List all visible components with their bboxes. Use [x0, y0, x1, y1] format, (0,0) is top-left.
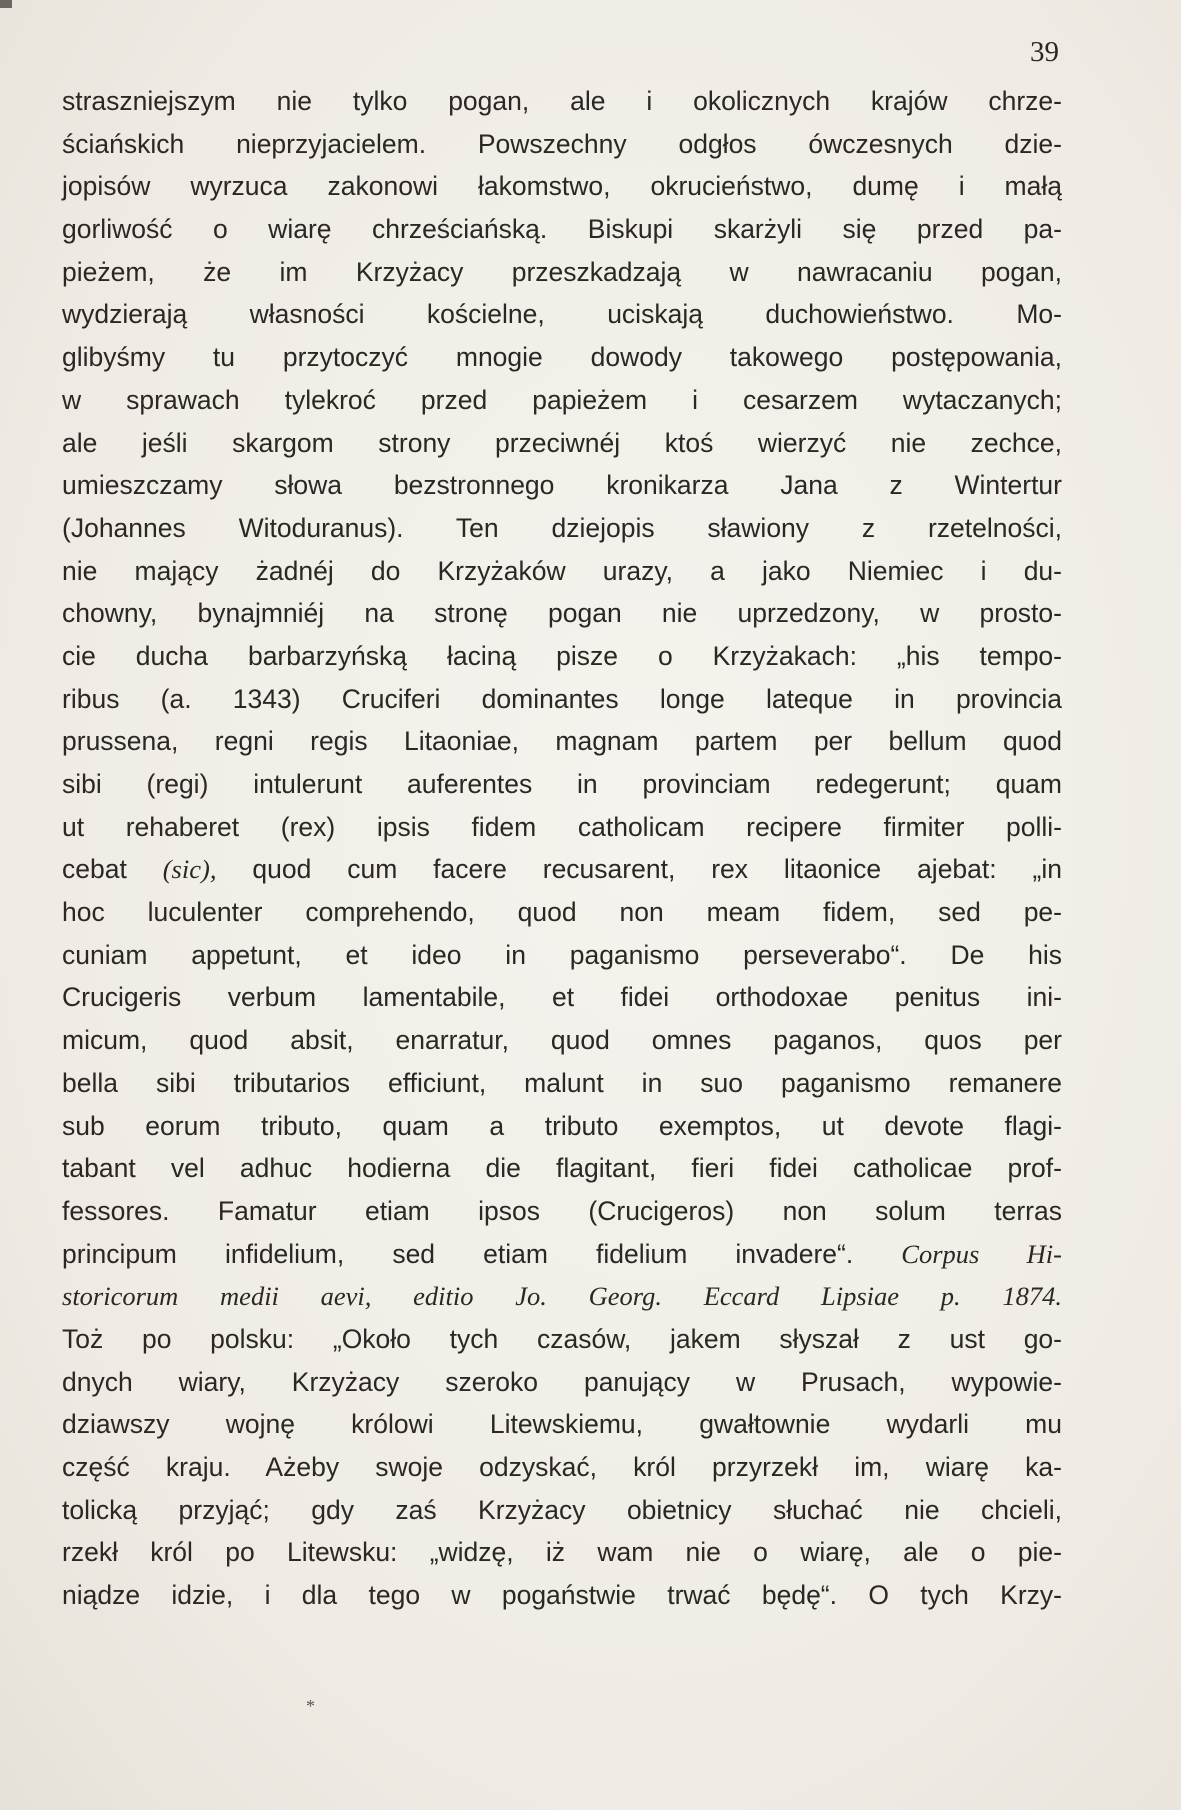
text-line: sibi (regi) intulerunt auferentes in provinciam redegerunt; quam	[62, 769, 1062, 799]
text-run: principum infidelium, sed etiam fidelium invadere“.	[62, 1238, 902, 1269]
text-line: w sprawach tylekroć przed papieżem i cesarzem wytaczanych;	[62, 384, 1062, 415]
text-line: gorliwość o wiarę chrześciańską. Biskupi skarżyli się przed pa-	[62, 214, 1062, 245]
text-line: tolicką przyjąć; gdy zaś Krzyżacy obietnicy słuchać nie chcieli,	[62, 1494, 1062, 1525]
text-line: straszniejszym nie tylko pogan, ale i okolicznych krajów chrze-	[62, 86, 1062, 116]
text-line: ściańskich nieprzyjacielem. Powszechny odgłos ówczesnych dzie-	[62, 128, 1062, 159]
text-line: dziawszy wojnę królowi Litewskiemu, gwałtownie wydarli mu	[62, 1409, 1062, 1440]
text-line: pieżem, że im Krzyżacy przeszkadzają w nawracaniu pogan,	[62, 256, 1062, 287]
text-line: ut rehaberet (rex) ipsis fidem catholicam recipere firmiter polli-	[62, 811, 1062, 842]
text-line: (Johannes Witoduranus). Ten dziejopis sławiony z rzetelności,	[62, 512, 1062, 543]
stray-ink-mark: *	[306, 1696, 315, 1716]
text-line	[62, 848, 1062, 891]
text-line: wydzierają własności kościelne, uciskają duchowieństwo. Mo-	[62, 299, 1062, 330]
text-line	[62, 1233, 1062, 1276]
text-line: część kraju. Ażeby swoje odzyskać, król przyrzekł im, wiarę ka-	[62, 1452, 1062, 1482]
text-line: cuniam appetunt, et ideo in paganismo perseverabo“. De his	[62, 939, 1062, 970]
text-line: umieszczamy słowa bezstronnego kronikarza Jana z Wintertur	[62, 470, 1062, 501]
body-text	[62, 80, 1062, 1617]
italic-text-run: Corpus Hi-	[901, 1238, 1062, 1269]
text-line: ribus (a. 1343) Cruciferi dominantes longe lateque in provincia	[62, 683, 1062, 714]
text-line: micum, quod absit, enarratur, quod omnes paganos, quos per	[62, 1025, 1062, 1056]
text-run: quod cum facere recusarent, rex litaonice ajebat: „in	[216, 854, 1062, 885]
text-line	[62, 1275, 1062, 1318]
scan-corner-mark	[0, 0, 12, 8]
text-line: rzekł król po Litewsku: „widzę, iż wam nie o wiarę, ale o pie-	[62, 1537, 1062, 1568]
text-line: sub eorum tributo, quam a tributo exemptos, ut devote flagi-	[62, 1110, 1062, 1141]
text-line: dnych wiary, Krzyżacy szeroko panujący w Prusach, wypowie-	[62, 1366, 1062, 1397]
text-line: cie ducha barbarzyńską łaciną pisze o Krzyżakach: „his tempo-	[62, 640, 1062, 671]
text-line: prussena, regni regis Litaoniae, magnam partem per bellum quod	[62, 726, 1062, 757]
text-line: jopisów wyrzuca zakonowi łakomstwo, okrucieństwo, dumę i małą	[62, 171, 1062, 202]
italic-text-run: storicorum medii aevi, editio Jo. Georg. Eccard Lipsiae p. 1874.	[62, 1281, 1062, 1312]
italic-text-run: (sic),	[162, 854, 217, 885]
text-run: cebat	[62, 854, 163, 885]
text-line: chowny, bynajmniéj na stronę pogan nie uprzedzony, w prosto-	[62, 598, 1062, 629]
text-line: Crucigeris verbum lamentabile, et fidei orthodoxae penitus ini-	[62, 982, 1062, 1013]
text-line: hoc luculenter comprehendo, quod non meam fidem, sed pe-	[62, 897, 1062, 928]
text-line: ale jeśli skargom strony przeciwnéj ktoś wierzyć nie zechce,	[62, 427, 1062, 458]
text-line: tabant vel adhuc hodierna die flagitant, fieri fidei catholicae prof-	[62, 1153, 1062, 1184]
page-number: 39	[1030, 36, 1059, 68]
text-line: Toż po polsku: „Około tych czasów, jakem słyszał z ust go-	[62, 1323, 1062, 1354]
text-line: niądze idzie, i dla tego w pogaństwie trwać będę“. O tych Krzy-	[62, 1580, 1062, 1611]
text-line: glibyśmy tu przytoczyć mnogie dowody takowego postępowania,	[62, 342, 1062, 373]
text-line: bella sibi tributarios efficiunt, malunt in suo paganismo remanere	[62, 1067, 1062, 1098]
text-line: fessores. Famatur etiam ipsos (Crucigeros) non solum terras	[62, 1195, 1062, 1226]
text-line: nie mający żadnéj do Krzyżaków urazy, a jako Niemiec i du-	[62, 555, 1062, 586]
